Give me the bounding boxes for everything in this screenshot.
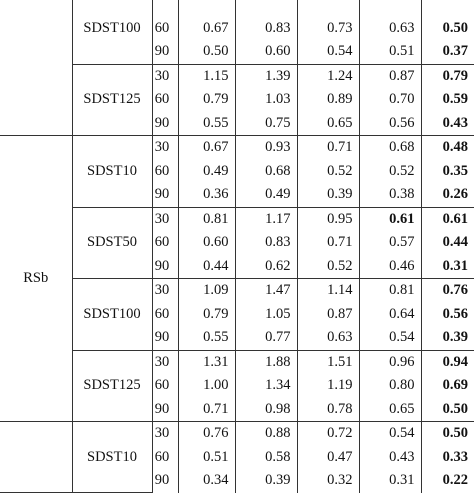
value-cell: 0.54 — [359, 422, 421, 446]
variant-label: SDST10 — [72, 422, 152, 493]
value-cell: 0.65 — [297, 112, 359, 136]
best-value: 0.56 — [442, 305, 468, 322]
value-cell: 1.09 — [178, 279, 235, 303]
lag-value: 30 — [152, 350, 178, 374]
table-row — [0, 350, 474, 374]
best-value: 0.76 — [442, 282, 468, 299]
value-cell — [421, 231, 474, 255]
lag-value: 30 — [152, 279, 178, 303]
best-value: 0.26 — [442, 186, 468, 203]
value-cell: 0.43 — [359, 446, 421, 470]
value-cell: 1.05 — [235, 303, 297, 327]
value-cell: 0.80 — [359, 374, 421, 398]
value-cell: 0.63 — [297, 326, 359, 350]
value-cell: 0.50 — [178, 40, 235, 64]
value-cell — [235, 0, 297, 17]
value-cell: 1.19 — [297, 374, 359, 398]
variant-label: SDST100 — [72, 0, 152, 64]
value-cell — [421, 303, 474, 327]
value-cell — [421, 64, 474, 88]
value-cell — [421, 88, 474, 112]
value-cell: 0.52 — [297, 160, 359, 184]
best-value: 0.50 — [442, 400, 468, 417]
best-value: 0.43 — [442, 114, 468, 131]
table-row — [0, 136, 474, 160]
value-cell: 0.47 — [297, 446, 359, 470]
value-cell — [178, 0, 235, 17]
value-cell: 0.55 — [178, 326, 235, 350]
value-cell: 0.77 — [235, 326, 297, 350]
best-value: 0.48 — [442, 139, 468, 156]
variant-label: SDST125 — [72, 350, 152, 422]
value-cell: 1.88 — [235, 350, 297, 374]
variant-label: SDST125 — [72, 64, 152, 136]
value-cell: 1.39 — [235, 64, 297, 88]
value-cell: 0.32 — [297, 469, 359, 493]
lag-value: 90 — [152, 398, 178, 422]
best-value: 0.39 — [442, 329, 468, 346]
lag-value: 60 — [152, 17, 178, 41]
best-value: 0.94 — [442, 353, 468, 370]
value-cell — [421, 279, 474, 303]
value-cell: 0.34 — [178, 469, 235, 493]
value-cell: 0.71 — [178, 398, 235, 422]
value-cell — [421, 446, 474, 470]
value-cell: 0.31 — [359, 469, 421, 493]
lag-value: 60 — [152, 88, 178, 112]
value-cell: 0.67 — [178, 17, 235, 41]
lag-value: 30 — [152, 136, 178, 160]
best-value: 0.35 — [442, 162, 468, 179]
value-cell: 0.96 — [359, 350, 421, 374]
value-cell: 0.52 — [359, 160, 421, 184]
value-cell — [421, 398, 474, 422]
value-cell: 0.76 — [178, 422, 235, 446]
value-cell — [421, 207, 474, 231]
value-cell — [359, 0, 421, 17]
value-cell — [421, 255, 474, 279]
value-cell: 0.55 — [178, 112, 235, 136]
lag-value: 90 — [152, 255, 178, 279]
value-cell: 1.14 — [297, 279, 359, 303]
lag-value: 30 — [152, 207, 178, 231]
best-value: 0.22 — [442, 472, 468, 489]
value-cell — [421, 469, 474, 493]
value-cell: 0.81 — [178, 207, 235, 231]
value-cell: 1.15 — [178, 64, 235, 88]
lag-value: 90 — [152, 183, 178, 207]
lag-value: 90 — [152, 112, 178, 136]
best-value: 0.50 — [442, 19, 468, 36]
value-cell — [421, 326, 474, 350]
value-cell: 0.71 — [297, 231, 359, 255]
table-row — [0, 279, 474, 303]
value-cell — [421, 183, 474, 207]
value-cell: 0.39 — [297, 183, 359, 207]
value-cell: 0.83 — [235, 17, 297, 41]
value-cell — [297, 0, 359, 17]
value-cell — [421, 0, 474, 17]
lag-value: 30 — [152, 64, 178, 88]
value-cell: 0.52 — [297, 255, 359, 279]
best-value: 0.31 — [442, 257, 468, 274]
value-cell: 0.44 — [178, 255, 235, 279]
value-cell — [421, 40, 474, 64]
value-cell: 1.03 — [235, 88, 297, 112]
value-cell — [421, 160, 474, 184]
lag-value: 60 — [152, 160, 178, 184]
lag-value: 90 — [152, 326, 178, 350]
value-cell: 0.65 — [359, 398, 421, 422]
value-cell: 0.93 — [235, 136, 297, 160]
best-value: 0.61 — [442, 210, 468, 227]
best-value: 0.50 — [442, 425, 468, 442]
variant-label: SDST100 — [72, 279, 152, 351]
preprocessing-label: RSb — [0, 136, 72, 422]
value-cell: 0.73 — [297, 17, 359, 41]
value-cell: 0.38 — [359, 183, 421, 207]
value-cell: 0.57 — [359, 231, 421, 255]
value-cell: 0.60 — [178, 231, 235, 255]
value-cell: 0.81 — [359, 279, 421, 303]
value-cell: 0.56 — [359, 112, 421, 136]
value-cell: 0.87 — [297, 303, 359, 327]
value-cell — [359, 207, 421, 231]
value-cell: 0.88 — [235, 422, 297, 446]
value-cell — [421, 112, 474, 136]
value-cell — [421, 17, 474, 41]
value-cell: 0.87 — [359, 64, 421, 88]
value-cell: 0.46 — [359, 255, 421, 279]
value-cell: 0.54 — [359, 326, 421, 350]
table-row — [0, 207, 474, 231]
lag-value: 60 — [152, 231, 178, 255]
lag-value: 60 — [152, 446, 178, 470]
lag-value: 60 — [152, 374, 178, 398]
best-value: 0.44 — [442, 234, 468, 251]
value-cell: 0.67 — [178, 136, 235, 160]
best-value: 0.61 — [389, 210, 415, 227]
lag-value: 60 — [152, 303, 178, 327]
value-cell: 0.39 — [235, 469, 297, 493]
value-cell: 0.89 — [297, 88, 359, 112]
value-cell: 0.51 — [359, 40, 421, 64]
variant-label: SDST10 — [72, 136, 152, 208]
preprocessing-label — [0, 422, 72, 493]
preprocessing-label — [0, 0, 72, 136]
best-value: 0.37 — [442, 43, 468, 60]
value-cell: 0.63 — [359, 17, 421, 41]
value-cell: 0.49 — [235, 183, 297, 207]
best-value: 0.33 — [442, 448, 468, 465]
lag-value: 30 — [152, 422, 178, 446]
value-cell: 0.60 — [235, 40, 297, 64]
value-cell: 0.95 — [297, 207, 359, 231]
value-cell — [421, 350, 474, 374]
value-cell: 1.00 — [178, 374, 235, 398]
variant-label: SDST50 — [72, 207, 152, 279]
best-value: 0.69 — [442, 377, 468, 394]
value-cell: 0.64 — [359, 303, 421, 327]
value-cell: 0.72 — [297, 422, 359, 446]
value-cell: 0.98 — [235, 398, 297, 422]
value-cell: 1.47 — [235, 279, 297, 303]
value-cell: 0.83 — [235, 231, 297, 255]
best-value: 0.79 — [442, 67, 468, 84]
value-cell: 0.49 — [178, 160, 235, 184]
value-cell: 1.34 — [235, 374, 297, 398]
value-cell: 0.58 — [235, 446, 297, 470]
value-cell: 0.68 — [235, 160, 297, 184]
value-cell: 1.17 — [235, 207, 297, 231]
table-row — [0, 422, 474, 446]
value-cell: 0.79 — [178, 303, 235, 327]
value-cell — [421, 422, 474, 446]
value-cell: 0.68 — [359, 136, 421, 160]
lag-value: 90 — [152, 40, 178, 64]
value-cell: 1.24 — [297, 64, 359, 88]
table-row — [0, 0, 474, 17]
table-row — [0, 64, 474, 88]
value-cell — [421, 374, 474, 398]
value-cell: 0.71 — [297, 136, 359, 160]
value-cell: 0.62 — [235, 255, 297, 279]
best-value: 0.59 — [442, 91, 468, 108]
value-cell — [421, 136, 474, 160]
lag-value — [152, 0, 178, 17]
value-cell: 0.70 — [359, 88, 421, 112]
lag-value: 90 — [152, 469, 178, 493]
value-cell: 1.31 — [178, 350, 235, 374]
value-cell: 0.75 — [235, 112, 297, 136]
value-cell: 0.54 — [297, 40, 359, 64]
value-cell: 0.79 — [178, 88, 235, 112]
value-cell: 0.36 — [178, 183, 235, 207]
value-cell: 0.51 — [178, 446, 235, 470]
value-cell: 1.51 — [297, 350, 359, 374]
value-cell: 0.78 — [297, 398, 359, 422]
